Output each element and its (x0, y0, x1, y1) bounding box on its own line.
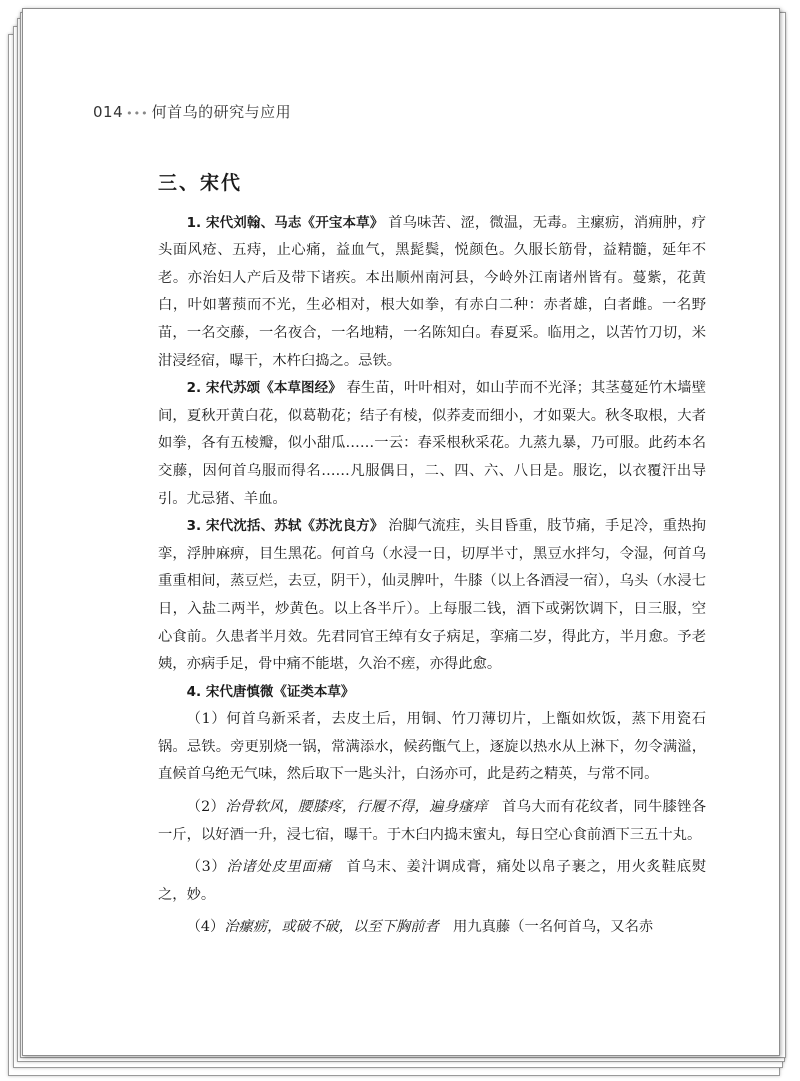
book-title: 何首乌的研究与应用 (151, 103, 292, 121)
item-text: 首乌大而有花纹者，同牛膝锉各一斤，以好酒一升，浸七宿，曝干。于木臼内捣末蜜丸，每日空心食前酒下三五十丸。 (158, 799, 707, 843)
entry-text: 春生苗，叶叶相对，如山芋而不光泽；其茎蔓延竹木墙壁间，夏秋开黄白花，似葛勒花；结子有棱，似荞麦而细小，才如粟大。秋冬取根，大者如拳，各有五棱瓣，似小甜瓜……一云：春采根秋采花。九蒸九暴，乃可服。此药本名交藤，因何首乌服而得名……凡服偶日，二、四、六、八日是。服讫，以衣覆汗出导引。尤忌猪、羊血。 (158, 380, 706, 507)
entry-heading (158, 679, 706, 707)
item-condition: 治诸处皮里面痛 (226, 859, 332, 876)
entry-paragraph (158, 375, 706, 513)
entry-title: 1. 宋代刘翰、马志《开宝本草》 (186, 214, 384, 231)
running-header (93, 101, 291, 122)
item-text: 首乌末、姜汁调成膏，痛处以帛子裹之，用火炙鞋底熨之，妙。 (158, 859, 706, 903)
list-item (158, 794, 706, 849)
header-separator: ••• (126, 107, 149, 120)
item-condition: 治骨软风，腰膝疼，行履不得，遍身瘙痒 (225, 799, 488, 816)
list-item (158, 706, 706, 789)
item-number: （4） (186, 919, 225, 936)
item-number: （3） (186, 859, 227, 876)
entry-title: 4. 宋代唐慎微《证类本草》 (186, 683, 355, 700)
list-item (158, 854, 706, 909)
item-number: （2） (186, 799, 226, 816)
list-item (158, 914, 706, 942)
page-number: 014 (93, 103, 124, 121)
item-text: 用九真藤（一名何首乌，又名赤 (453, 919, 654, 936)
entry-text: 首乌味苦、涩，微温，无毒。主瘰疬，消痈肿，疗头面风疮、五痔，止心痛，益血气，黑髭鬓，悦颜色。久服长筋骨，益精髓，延年不老。亦治妇人产后及带下诸疾。本出顺州南河县，今岭外江南诸州皆有。蔓紫，花黄白，叶如薯蓣而不光，生必相对，根大如拳，有赤白二种：赤者雄，白者雌。一名野苗，一名交藤，一名夜合，一名地精，一名陈知白。春夏采。临用之，以苦竹刀切，米泔浸经宿，曝干，木杵臼捣之。忌铁。 (158, 214, 706, 369)
item-text: 何首乌新采者，去皮土后，用铜、竹刀薄切片，上甑如炊饭，蒸下用瓷石锅。忌铁。旁更别烧一锅，常满添水，候药甑气上，逐旋以热水从上淋下，勿令满溢，直候首乌绝无气味，然后取下一匙头汁，白汤亦可，此是药之精英，与常不同。 (158, 711, 706, 783)
entry-paragraph (158, 513, 706, 679)
entry-title: 3. 宋代沈括、苏轼《苏沈良方》 (186, 518, 384, 535)
section-title: 三、宋代 (158, 172, 243, 194)
item-condition: 治瘰疬，或破不破，以至下胸前者 (224, 919, 439, 936)
entry-title: 2. 宋代苏颂《本草图经》 (186, 380, 342, 397)
item-number: （1） (186, 711, 227, 728)
entry-paragraph (158, 210, 706, 376)
entry-text: 治脚气流疰，头目昏重，肢节痛，手足冷，重热拘挛，浮肿麻痹，目生黑花。何首乌（水浸一日，切厚半寸，黑豆水拌匀，令湿，何首乌重重相间，蒸豆烂，去豆，阴干），仙灵脾叶，牛膝（以上各酒浸一宿），乌头（水浸七日，入盐二两半，炒黄色。以上各半斤）。上每服二钱，酒下或粥饮调下，日三服，空心食前。久患者半月效。先君同官王绰有女子病足，挛痛二岁，得此方，半月愈。予老姨，亦病手足，骨中痛不能堪，久治不瘥，亦得此愈。 (158, 518, 706, 673)
page-body (158, 170, 706, 942)
